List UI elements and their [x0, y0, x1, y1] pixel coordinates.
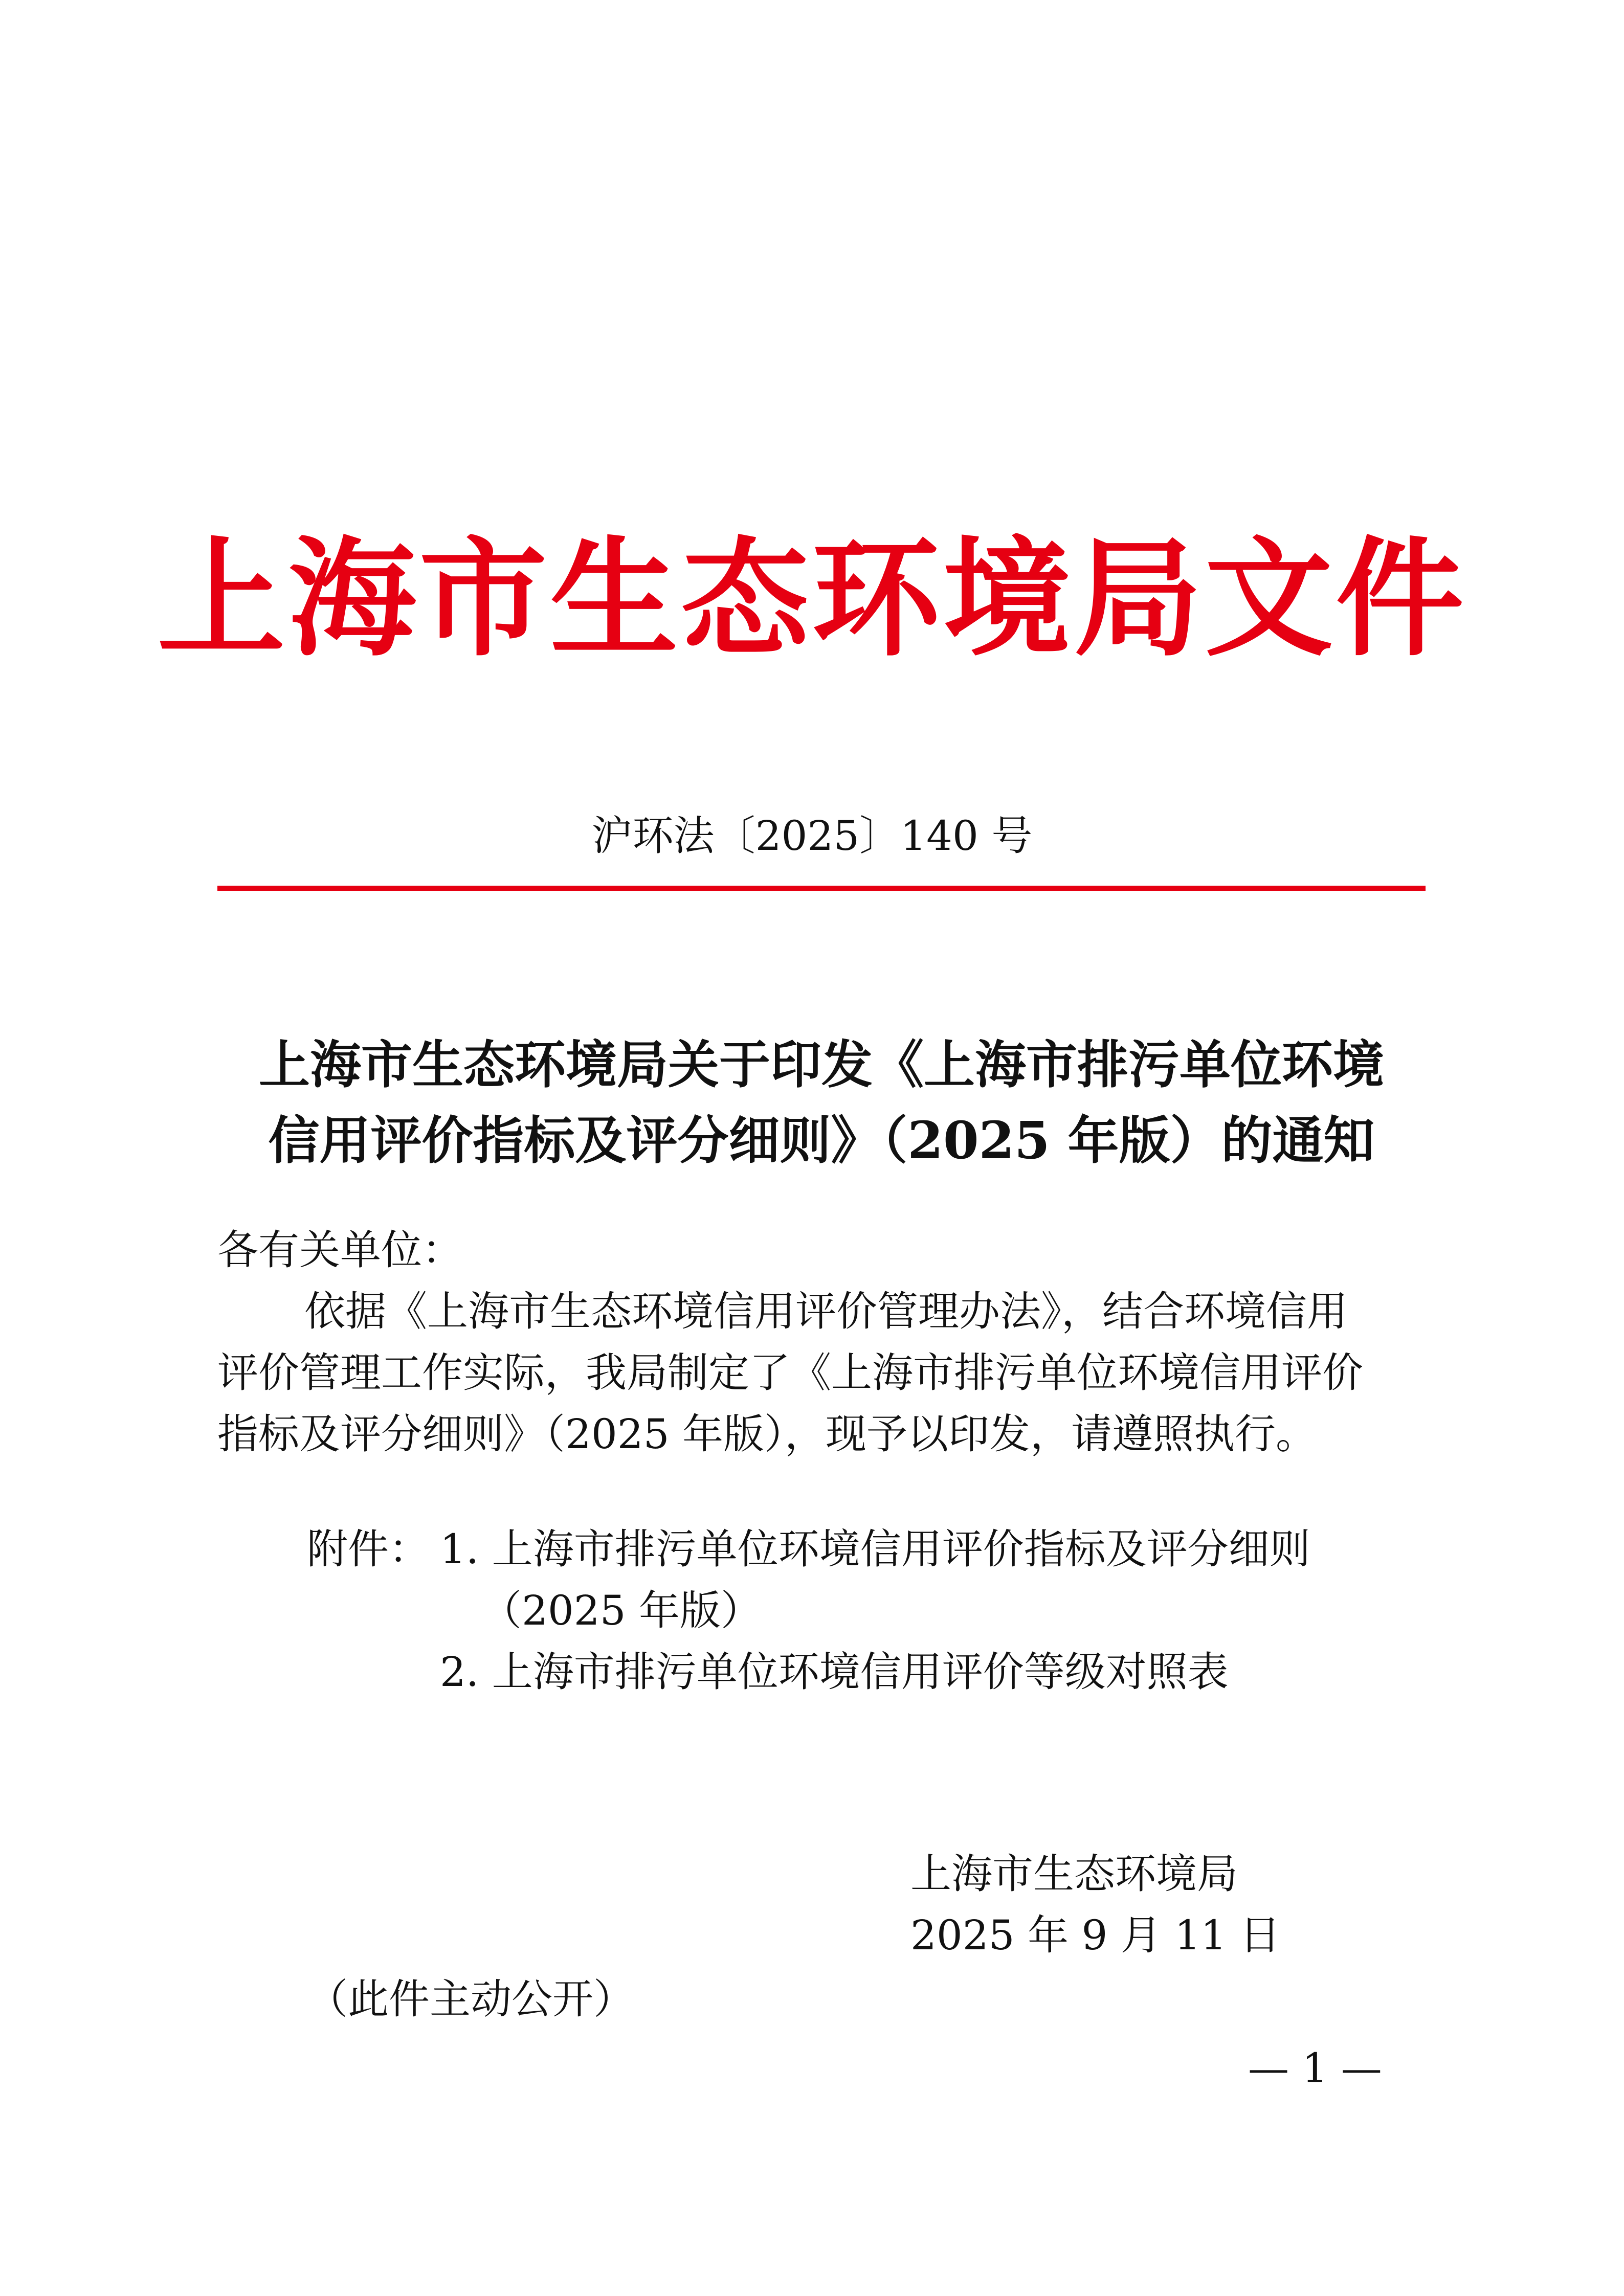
document-header-title: 上海市生态环境局文件 — [157, 523, 1467, 673]
notice-title-line-2: 信用评价指标及评分细则》（2025 年版）的通知 — [268, 1110, 1375, 1170]
notice-title-line-1: 上海市生态环境局关于印发《上海市排污单位环境 — [259, 1034, 1384, 1095]
attachment-item-2: 2. 上海市排污单位环境信用评价等级对照表 — [440, 1648, 1229, 1696]
attachments-label: 附件： — [307, 1525, 430, 1573]
disclosure-note: （此件主动公开） — [307, 1975, 634, 2023]
header-divider — [217, 886, 1426, 891]
body-paragraph-line-1: 依据《上海市生态环境信用评价管理办法》，结合环境信用 — [304, 1288, 1348, 1335]
body-paragraph-line-2: 评价管理工作实际，我局制定了《上海市排污单位环境信用评价 — [217, 1349, 1363, 1397]
body-paragraph — [217, 1281, 1426, 1465]
notice-title — [217, 1027, 1426, 1178]
issuer-signature: 上海市生态环境局 — [910, 1850, 1238, 1898]
page-number: — 1 — — [1248, 2044, 1382, 2092]
salutation: 各有关单位： — [217, 1226, 463, 1274]
document-number: 沪环法〔2025〕140 号 — [591, 812, 1033, 860]
attachment-item-1-continued: （2025 年版） — [481, 1587, 762, 1634]
attachment-item-1: 1. 上海市排污单位环境信用评价指标及评分细则 — [440, 1525, 1310, 1573]
issue-date: 2025 年 9 月 11 日 — [910, 1911, 1281, 1959]
body-paragraph-line-3: 指标及评分细则》（2025 年版），现予以印发，请遵照执行。 — [217, 1410, 1317, 1458]
